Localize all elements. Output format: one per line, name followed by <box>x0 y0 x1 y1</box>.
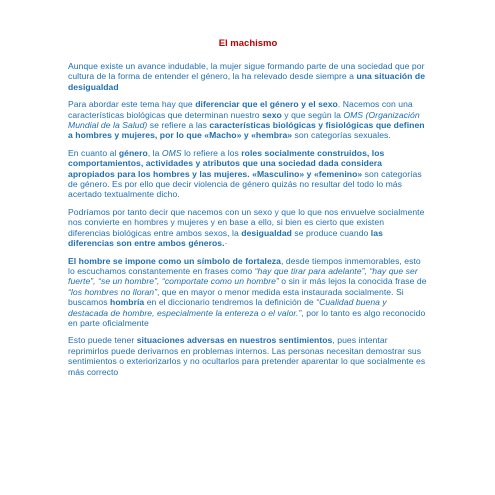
text-run: , desde tiempos inmemorables, esto lo escuchamos constantemente en frases como <box>68 255 421 276</box>
text-run: y que según la <box>281 109 344 120</box>
text-run: “hay que tirar para adelante”, “hay que ser fuerte”, “se un hombre”, “comportate como un hombre” <box>68 265 418 287</box>
text-run: Aunque existe un avance indudable, la mujer sigue formando parte de una sociedad que por cultura de la forma de entender el género, la ha relevado desde siempre a <box>68 61 425 82</box>
text-run: Podríamos por tanto decir que nacemos con un sexo y que lo que nos envuelve socialmente nos convierte en hombres y mujeres y en base a ello, si bien es cierto que existen diferencias biológicas entre ambos sexos, la <box>68 206 425 238</box>
text-run: Esto puede tener <box>68 335 137 346</box>
text-run: roles socialmente construidos, los comportamientos, actividades y atributos que una sociedad dada considera apropiados para los hombres y las mujeres. «Masculino» y «femenino» <box>68 147 385 179</box>
paragraph <box>68 61 428 92</box>
text-run: · <box>224 238 228 249</box>
paragraph <box>68 99 428 141</box>
document-body <box>68 61 428 377</box>
text-run: características biológicas y fisiológicas que definen a hombres y mujeres, por lo que «Macho» y «hembra» <box>68 120 425 141</box>
text-run: Para abordar este tema hay que <box>68 99 196 110</box>
text-run: , que en mayor o menor medida esta instaurada socialmente. Si buscamos <box>68 286 404 308</box>
text-run: , la <box>147 147 162 158</box>
text-run: lo refiere a los <box>181 147 242 158</box>
text-run: las diferencias son entre ambos géneros. <box>68 227 383 249</box>
paragraph <box>68 256 428 329</box>
text-run: desigualdad <box>241 227 292 238</box>
text-run: sexo <box>262 109 282 120</box>
text-run: OMS (Organización Mundial de la Salud) <box>68 109 420 131</box>
text-run: El hombre se impone como un símbolo de fortaleza <box>68 255 281 266</box>
text-run: diferenciar que el género y el sexo <box>195 99 338 110</box>
paragraph <box>68 207 428 249</box>
text-run: , por lo tanto es algo reconocido en parte oficialmente <box>68 307 426 328</box>
text-run: son categorías sexuales. <box>292 130 391 141</box>
document-page <box>68 38 428 384</box>
paragraph <box>68 335 428 377</box>
text-run: . Nacemos con una características biológicas que determinan nuestro <box>68 99 413 120</box>
text-run: una situación de desigualdad <box>68 71 426 92</box>
text-run: o sin ir más lejos la conocida frase de <box>278 276 427 287</box>
text-run: “los hombres no lloran” <box>68 286 158 297</box>
text-run: OMS <box>161 147 182 158</box>
text-run: se produce cuando <box>291 227 371 238</box>
text-run: “Cualidad buena y destacada de hombre, especialmente la entereza o el valor.” <box>68 297 387 318</box>
text-run: son categorías de género. Es por ello que decir violencia de género quizás no resultar del todo lo más acertado textualmente dicho. <box>68 168 422 200</box>
text-run: se refiere a las <box>147 120 210 131</box>
paragraph <box>68 148 428 200</box>
text-run: género <box>118 147 148 158</box>
text-run: situaciones adversas en nuestros sentimientos <box>136 335 333 346</box>
text-run: En cuanto al <box>68 147 119 158</box>
text-run: , pues intentar reprimirlos puede derivarnos en problemas internos. Las personas necesitan demostrar sus sentimientos o exteriorizarlos y no ocultarlos para pretender aparentar lo que socialmente es más correcto <box>68 335 426 377</box>
text-run: en el diccionario tendremos la definición de <box>144 297 317 308</box>
text-run: hombría <box>110 297 145 308</box>
document-title: El machismo <box>218 38 278 49</box>
